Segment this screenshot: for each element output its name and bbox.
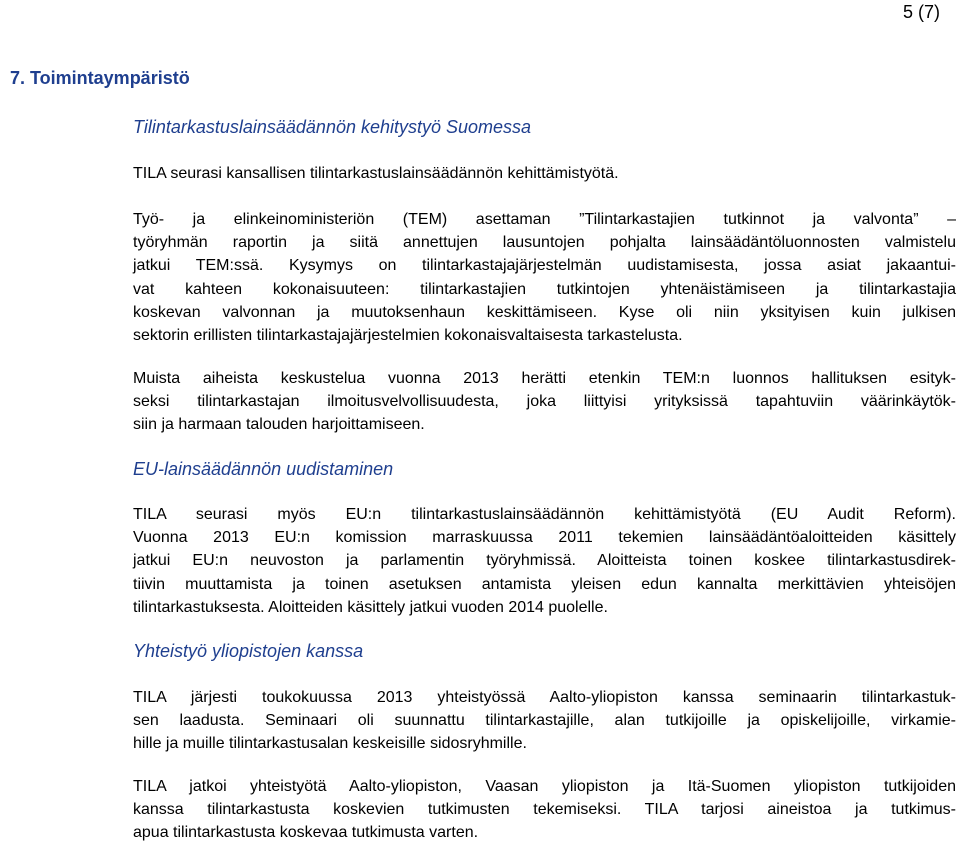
paragraph-line: hille ja muille tilintarkastusalan keskeisille sidosryhmille.	[133, 735, 527, 753]
paragraph-tem-working-group	[133, 208, 956, 347]
paragraph-line: TILA seurasi kansallisen tilintarkastuslainsäädännön kehittämistyötä.	[133, 165, 619, 182]
subheading-eu: EU-lainsäädännön uudistaminen	[133, 459, 394, 479]
paragraph-line: Muista aiheista keskustelua vuonna 2013 herätti etenkin TEM:n luonnos hallituksen esityk-	[133, 370, 956, 387]
paragraph-line: apua tilintarkastusta koskevaa tutkimusta varten.	[133, 824, 479, 842]
paragraph-research-cooperation	[133, 775, 956, 845]
paragraph-line: TILA seurasi myös EU:n tilintarkastuslainsäädännön kehittämistyötä (EU Audit Reform).	[133, 506, 956, 523]
paragraph-eu-reform	[133, 503, 956, 619]
page-number: 5 (7)	[902, 2, 940, 22]
paragraph-line: TILA jatkoi yhteistyötä Aalto-yliopiston, Vaasan yliopiston ja Itä-Suomen yliopiston tutkijoiden	[133, 778, 956, 795]
paragraph-line: tiivin muuttamista ja toinen asetuksen antamista yleisen edun kannalta merkittävien yhteisöjen	[133, 575, 956, 593]
paragraph-line: sen laadusta. Seminaari oli suunnattu tilintarkastajille, alan tutkijoille ja opiskelijoille, virkamie-	[133, 712, 956, 730]
paragraph-line: TILA järjesti toukokuussa 2013 yhteistyössä Aalto-yliopiston kanssa seminaarin tilintarkastuk-	[133, 689, 956, 706]
paragraph-national-legislation	[133, 162, 956, 185]
paragraph-line: siin ja harmaan talouden harjoittamiseen.	[133, 416, 425, 434]
paragraph-seminar	[133, 686, 956, 756]
subheading-universities: Yhteistyö yliopistojen kanssa	[133, 641, 364, 661]
paragraph-line: sektorin erillisten tilintarkastajajärjestelmien kokonaisvaltaisesta tarkastelusta.	[133, 327, 683, 345]
paragraph-other-topics	[133, 367, 956, 437]
paragraph-line: jatkui TEM:ssä. Kysymys on tilintarkastajajärjestelmän uudistamisesta, jossa asiat jakaantui-	[133, 257, 956, 275]
paragraph-line: työryhmän raportin ja siitä annettujen lausuntojen pohjalta lainsäädäntöluonnosten valmistelu	[133, 234, 956, 252]
paragraph-line: koskevan valvonnan ja muutoksenhaun keskittämiseen. Kyse oli niin yksityisen kuin julkisen	[133, 303, 956, 321]
paragraph-line: seksi tilintarkastajan ilmoitusvelvollisuudesta, joka liittyisi yrityksissä tapahtuviin väärinkäytök-	[133, 393, 956, 411]
paragraph-line: vat kahteen kokonaisuuteen: tilintarkastajien tutkintojen yhtenäistämiseen ja tilintarkastajia	[133, 280, 956, 298]
subheading-legislation: Tilintarkastuslainsäädännön kehitystyö Suomessa	[133, 117, 532, 137]
paragraph-line: tilintarkastuksesta. Aloitteiden käsittely jatkui vuoden 2014 puolelle.	[133, 598, 608, 616]
paragraph-line: kanssa tilintarkastusta koskevien tutkimusten tekemiseksi. TILA tarjosi aineistoa ja tutkimus-	[133, 801, 956, 819]
paragraph-line: jatkui EU:n neuvoston ja parlamentin työryhmissä. Aloitteista toinen koskee tilintarkastusdirek-	[133, 552, 956, 570]
paragraph-line: Työ- ja elinkeinoministeriön (TEM) asettaman ”Tilintarkastajien tutkinnot ja valvonta” –	[133, 211, 956, 228]
section-heading: 7. Toimintaympäristö	[10, 68, 190, 88]
paragraph-line: Vuonna 2013 EU:n komission marraskuussa 2011 tekemien lainsäädäntöaloitteiden käsittely	[133, 529, 956, 547]
